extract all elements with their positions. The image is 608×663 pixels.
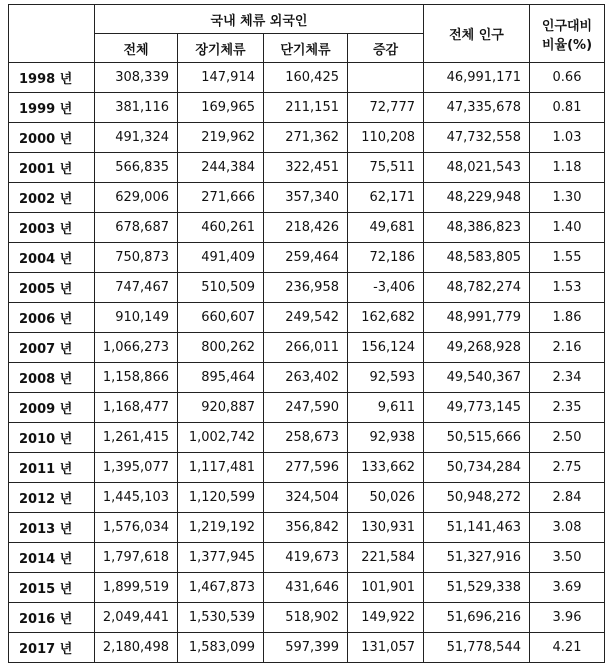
year-cell: 2006 년 xyxy=(9,303,95,333)
table-row xyxy=(9,573,605,603)
ratio-cell: 3.08 xyxy=(530,513,605,543)
short-term-cell: 419,673 xyxy=(264,543,348,573)
year-cell: 2000 년 xyxy=(9,123,95,153)
ratio-cell: 1.55 xyxy=(530,243,605,273)
change-cell: 131,057 xyxy=(348,633,424,663)
population-cell: 51,529,338 xyxy=(424,573,530,603)
long-term-cell: 271,666 xyxy=(178,183,264,213)
short-term-cell: 324,504 xyxy=(264,483,348,513)
year-cell: 1998 년 xyxy=(9,63,95,93)
ratio-cell: 1.40 xyxy=(530,213,605,243)
ratio-cell: 1.18 xyxy=(530,153,605,183)
short-term-cell: 160,425 xyxy=(264,63,348,93)
change-cell: 133,662 xyxy=(348,453,424,483)
table-row xyxy=(9,153,605,183)
total-cell: 308,339 xyxy=(95,63,178,93)
table-row xyxy=(9,363,605,393)
ratio-header-line2: 비율(%) xyxy=(541,37,593,53)
table-row xyxy=(9,183,605,213)
change-cell: 50,026 xyxy=(348,483,424,513)
short-term-cell: 597,399 xyxy=(264,633,348,663)
total-cell: 491,324 xyxy=(95,123,178,153)
year-cell: 2015 년 xyxy=(9,573,95,603)
ratio-cell: 0.66 xyxy=(530,63,605,93)
change-cell: 221,584 xyxy=(348,543,424,573)
total-cell: 2,049,441 xyxy=(95,603,178,633)
ratio-cell: 4.21 xyxy=(530,633,605,663)
table-row xyxy=(9,423,605,453)
ratio-cell: 3.96 xyxy=(530,603,605,633)
short-term-cell: 259,464 xyxy=(264,243,348,273)
population-cell: 51,696,216 xyxy=(424,603,530,633)
short-term-cell: 249,542 xyxy=(264,303,348,333)
header-row-1 xyxy=(9,5,605,34)
year-cell: 2016 년 xyxy=(9,603,95,633)
population-cell: 47,335,678 xyxy=(424,93,530,123)
ratio-cell: 2.75 xyxy=(530,453,605,483)
total-cell: 2,180,498 xyxy=(95,633,178,663)
population-cell: 48,386,823 xyxy=(424,213,530,243)
long-term-cell: 1,583,099 xyxy=(178,633,264,663)
year-cell: 2003 년 xyxy=(9,213,95,243)
population-cell: 50,515,666 xyxy=(424,423,530,453)
short-term-cell: 258,673 xyxy=(264,423,348,453)
short-term-cell: 518,902 xyxy=(264,603,348,633)
table-row xyxy=(9,393,605,423)
ratio-cell: 2.16 xyxy=(530,333,605,363)
long-term-cell: 244,384 xyxy=(178,153,264,183)
long-term-cell: 800,262 xyxy=(178,333,264,363)
change-cell: 62,171 xyxy=(348,183,424,213)
change-cell: 149,922 xyxy=(348,603,424,633)
short-term-cell: 266,011 xyxy=(264,333,348,363)
short-term-cell: 218,426 xyxy=(264,213,348,243)
population-cell: 49,773,145 xyxy=(424,393,530,423)
total-cell: 678,687 xyxy=(95,213,178,243)
total-cell: 381,116 xyxy=(95,93,178,123)
long-term-header: 장기체류 xyxy=(178,34,264,63)
year-cell: 2008 년 xyxy=(9,363,95,393)
long-term-cell: 510,509 xyxy=(178,273,264,303)
short-term-cell: 357,340 xyxy=(264,183,348,213)
total-cell: 1,168,477 xyxy=(95,393,178,423)
change-header: 증감 xyxy=(348,34,424,63)
table-row xyxy=(9,603,605,633)
long-term-cell: 1,219,192 xyxy=(178,513,264,543)
ratio-cell: 2.50 xyxy=(530,423,605,453)
change-cell: 162,682 xyxy=(348,303,424,333)
total-cell: 629,006 xyxy=(95,183,178,213)
total-cell: 747,467 xyxy=(95,273,178,303)
short-term-cell: 322,451 xyxy=(264,153,348,183)
change-cell: -3,406 xyxy=(348,273,424,303)
table-row xyxy=(9,513,605,543)
ratio-header xyxy=(530,5,605,63)
ratio-cell: 1.53 xyxy=(530,273,605,303)
population-cell: 48,021,543 xyxy=(424,153,530,183)
ratio-cell: 2.84 xyxy=(530,483,605,513)
year-cell: 2013 년 xyxy=(9,513,95,543)
foreign-residents-table xyxy=(8,4,605,663)
year-cell: 2002 년 xyxy=(9,183,95,213)
table-row xyxy=(9,243,605,273)
year-cell: 2005 년 xyxy=(9,273,95,303)
population-cell: 48,991,779 xyxy=(424,303,530,333)
year-cell: 1999 년 xyxy=(9,93,95,123)
change-cell: 72,186 xyxy=(348,243,424,273)
total-cell: 910,149 xyxy=(95,303,178,333)
group-header: 국내 체류 외국인 xyxy=(95,5,424,34)
long-term-cell: 1,120,599 xyxy=(178,483,264,513)
ratio-cell: 2.34 xyxy=(530,363,605,393)
population-cell: 48,782,274 xyxy=(424,273,530,303)
long-term-cell: 1,530,539 xyxy=(178,603,264,633)
short-term-cell: 263,402 xyxy=(264,363,348,393)
change-cell: 75,511 xyxy=(348,153,424,183)
total-cell: 1,158,866 xyxy=(95,363,178,393)
population-header: 전체 인구 xyxy=(424,5,530,63)
change-cell: 92,938 xyxy=(348,423,424,453)
year-cell: 2007 년 xyxy=(9,333,95,363)
long-term-cell: 1,377,945 xyxy=(178,543,264,573)
change-cell: 92,593 xyxy=(348,363,424,393)
population-cell: 50,734,284 xyxy=(424,453,530,483)
table-row xyxy=(9,273,605,303)
ratio-cell: 1.03 xyxy=(530,123,605,153)
corner-cell xyxy=(9,5,95,63)
year-cell: 2011 년 xyxy=(9,453,95,483)
total-cell: 1,797,618 xyxy=(95,543,178,573)
short-term-cell: 277,596 xyxy=(264,453,348,483)
table-row xyxy=(9,453,605,483)
change-cell: 130,931 xyxy=(348,513,424,543)
short-term-cell: 247,590 xyxy=(264,393,348,423)
population-cell: 51,141,463 xyxy=(424,513,530,543)
change-cell: 9,611 xyxy=(348,393,424,423)
short-term-cell: 356,842 xyxy=(264,513,348,543)
long-term-cell: 660,607 xyxy=(178,303,264,333)
table-row xyxy=(9,633,605,663)
change-cell: 101,901 xyxy=(348,573,424,603)
population-cell: 49,268,928 xyxy=(424,333,530,363)
ratio-cell: 3.50 xyxy=(530,543,605,573)
year-cell: 2012 년 xyxy=(9,483,95,513)
total-cell: 1,261,415 xyxy=(95,423,178,453)
ratio-cell: 2.35 xyxy=(530,393,605,423)
population-cell: 49,540,367 xyxy=(424,363,530,393)
ratio-cell: 1.86 xyxy=(530,303,605,333)
population-cell: 51,327,916 xyxy=(424,543,530,573)
ratio-cell: 1.30 xyxy=(530,183,605,213)
total-cell: 1,899,519 xyxy=(95,573,178,603)
table-row xyxy=(9,333,605,363)
table-row xyxy=(9,123,605,153)
year-cell: 2014 년 xyxy=(9,543,95,573)
total-cell: 1,066,273 xyxy=(95,333,178,363)
long-term-cell: 1,467,873 xyxy=(178,573,264,603)
change-cell: 72,777 xyxy=(348,93,424,123)
ratio-cell: 3.69 xyxy=(530,573,605,603)
long-term-cell: 1,117,481 xyxy=(178,453,264,483)
short-term-cell: 431,646 xyxy=(264,573,348,603)
change-cell: 110,208 xyxy=(348,123,424,153)
table-header xyxy=(9,5,605,63)
change-cell: 49,681 xyxy=(348,213,424,243)
year-cell: 2009 년 xyxy=(9,393,95,423)
ratio-header-line1: 인구대비 xyxy=(541,18,593,34)
total-header: 전체 xyxy=(95,34,178,63)
population-cell: 46,991,171 xyxy=(424,63,530,93)
long-term-cell: 895,464 xyxy=(178,363,264,393)
table-row xyxy=(9,63,605,93)
total-cell: 566,835 xyxy=(95,153,178,183)
table-row xyxy=(9,483,605,513)
total-cell: 1,576,034 xyxy=(95,513,178,543)
short-term-header: 단기체류 xyxy=(264,34,348,63)
total-cell: 750,873 xyxy=(95,243,178,273)
table-row xyxy=(9,213,605,243)
short-term-cell: 236,958 xyxy=(264,273,348,303)
long-term-cell: 920,887 xyxy=(178,393,264,423)
long-term-cell: 460,261 xyxy=(178,213,264,243)
table-row xyxy=(9,93,605,123)
change-cell: 156,124 xyxy=(348,333,424,363)
table-body xyxy=(9,63,605,663)
short-term-cell: 271,362 xyxy=(264,123,348,153)
short-term-cell: 211,151 xyxy=(264,93,348,123)
long-term-cell: 219,962 xyxy=(178,123,264,153)
year-cell: 2004 년 xyxy=(9,243,95,273)
long-term-cell: 491,409 xyxy=(178,243,264,273)
population-cell: 47,732,558 xyxy=(424,123,530,153)
total-cell: 1,395,077 xyxy=(95,453,178,483)
long-term-cell: 1,002,742 xyxy=(178,423,264,453)
population-cell: 50,948,272 xyxy=(424,483,530,513)
table-row xyxy=(9,303,605,333)
population-cell: 51,778,544 xyxy=(424,633,530,663)
ratio-cell: 0.81 xyxy=(530,93,605,123)
year-cell: 2001 년 xyxy=(9,153,95,183)
total-cell: 1,445,103 xyxy=(95,483,178,513)
population-cell: 48,229,948 xyxy=(424,183,530,213)
population-cell: 48,583,805 xyxy=(424,243,530,273)
table-row xyxy=(9,543,605,573)
change-cell xyxy=(348,63,424,93)
long-term-cell: 169,965 xyxy=(178,93,264,123)
year-cell: 2010 년 xyxy=(9,423,95,453)
year-cell: 2017 년 xyxy=(9,633,95,663)
long-term-cell: 147,914 xyxy=(178,63,264,93)
